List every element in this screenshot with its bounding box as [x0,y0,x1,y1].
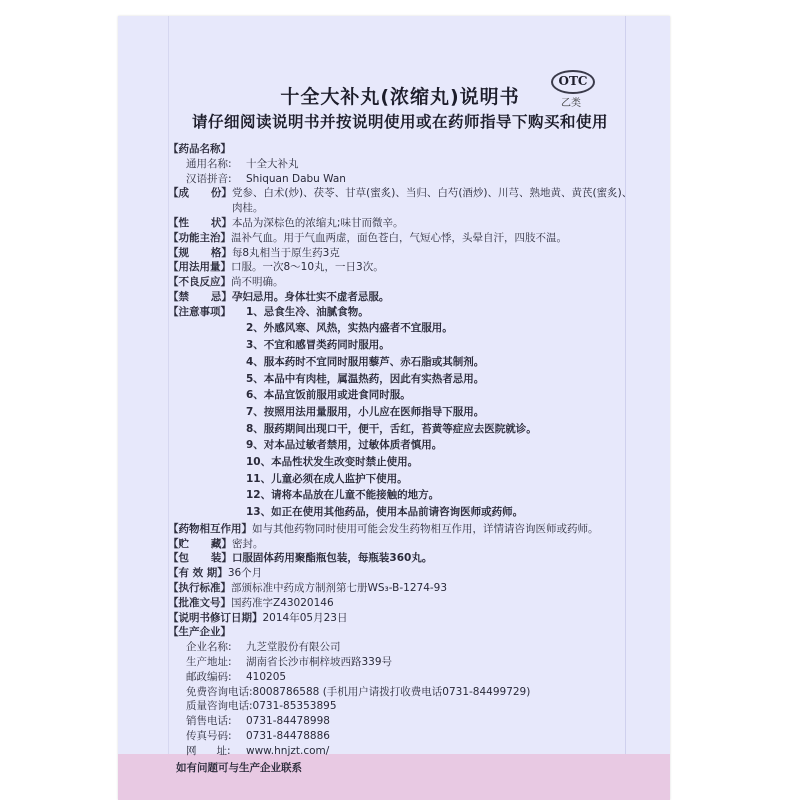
precautions-list [246,305,638,520]
standard-value: 部颁标准中药成方制剂第七册WS₃-B-1274-93 [231,582,448,594]
dosage-label: 【用法用量】 [168,261,231,274]
contact-note: 如有问题可与生产企业联系 [176,761,302,774]
interactions-value: 如与其他药物同时使用可能会发生药物相互作用，详情请咨询医师或药师。 [252,522,599,535]
manufacturer-label: 【生产企业】 [168,626,231,639]
description-row [168,216,638,231]
list-item: 1、忌食生冷、油腻食物。 [246,305,369,318]
pinyin-label: 汉语拼音: [186,172,232,185]
field-value: 0731-84478998 [246,715,330,728]
adverse-row [168,275,638,290]
validity-row [168,566,638,581]
ingredients-label: 【成 份】 [168,187,232,200]
field-label: 生产地址: [186,655,232,668]
field-label: 邮政编码: [186,670,232,683]
field-value: 九芝堂股份有限公司 [246,641,341,654]
adverse-label: 【不良反应】 [168,276,231,289]
contraindications-row [168,290,638,305]
pinyin-row [168,172,638,187]
fax-row [168,729,638,744]
leaflet-subtitle: 请仔细阅读说明书并按说明使用或在药师指导下购买和使用 [191,113,608,131]
postcode-row [168,670,638,685]
list-item: 8、服药期间出现口干，便干，舌红，苔黄等症应去医院就诊。 [246,422,537,435]
quality-hotline-row [168,699,638,714]
package-label: 【包 装】 [168,552,232,565]
interactions-label: 【药物相互作用】 [168,522,252,535]
website-row [168,744,638,759]
drug-name-heading [168,142,638,157]
dosage-value: 口服。一次8～10丸，一日3次。 [231,261,384,274]
field-value: 410205 [246,670,287,683]
common-name-label: 通用名称: [186,157,232,170]
leaflet-content [168,142,638,775]
field-label: 免费咨询电话: [186,685,253,698]
revision-row [168,611,638,626]
pinyin-value: Shiquan Dabu Wan [246,172,346,185]
precautions-label: 【注意事项】 [168,305,231,318]
list-item: 9、对本品过敏者禁用，过敏体质者慎用。 [246,439,443,452]
list-item: 4、服本药时不宜同时服用藜芦、赤石脂或其制剂。 [246,355,485,368]
approval-row [168,596,638,611]
list-item: 13、如正在使用其他药品，使用本品前请咨询医师或药师。 [246,506,524,519]
list-item: 7、按照用法用量服用，小儿应在医师指导下服用。 [246,405,485,418]
free-hotline-row [168,685,638,700]
otc-badge: OTC [551,70,595,94]
storage-row [168,537,638,552]
description-label: 【性 状】 [168,216,232,229]
address-row [168,655,638,670]
company-name-row [168,640,638,655]
otc-class-label: 乙类 [561,98,581,109]
field-value: 湖南省长沙市桐梓坡西路339号 [246,655,393,668]
common-name-value: 十全大补丸 [246,157,299,170]
revision-label: 【说明书修订日期】 [168,611,263,624]
standard-row [168,581,638,596]
indications-value: 温补气血。用于气血两虚，面色苍白，气短心悸，头晕自汗，四肢不温。 [231,231,567,244]
approval-value: 国药准字Z43020146 [231,596,334,609]
field-label: 网 址: [186,744,231,757]
sales-phone-row [168,714,638,729]
storage-label: 【贮 藏】 [168,537,232,550]
field-label: 销售电话: [186,715,232,728]
list-item: 2、外感风寒、风热，实热内盛者不宜服用。 [246,322,453,335]
interactions-row [168,522,638,537]
contraindications-value: 孕妇忌用。身体壮实不虚者忌服。 [231,290,390,303]
ingredients-row [168,186,638,216]
field-value: 0731-85353895 [252,700,337,713]
field-label: 质量咨询电话: [186,700,253,713]
description-value: 本品为深棕色的浓缩丸;味甘而微辛。 [231,216,404,229]
field-label: 传真号码: [186,729,232,742]
dosage-row [168,260,638,275]
package-value: 口服固体药用聚酯瓶包装，每瓶装360丸。 [231,552,433,565]
field-value: 8008786588 (手机用户请拨打收费电话0731-84499729) [252,685,531,698]
list-item: 11、儿童必须在成人监护下使用。 [246,472,408,485]
list-item: 6、本品宜饭前服用或进食同时服。 [246,389,411,402]
indications-label: 【功能主治】 [168,231,231,244]
validity-label: 【有 效 期】 [168,567,228,580]
list-item: 3、不宜和感冒类药同时服用。 [246,339,390,352]
field-value: 0731-84478886 [246,729,330,742]
ingredients-value: 党参、白术(炒)、茯苓、甘草(蜜炙)、当归、白芍(酒炒)、川芎、熟地黄、黄芪(蜜炙)、肉桂。 [231,187,633,215]
standard-label: 【执行标准】 [168,582,231,594]
spec-label: 【规 格】 [168,246,232,259]
website-link[interactable]: www.hnjzt.com/ [246,744,330,757]
list-item: 12、请将本品放在儿童不能接触的地方。 [246,489,440,502]
revision-value: 2014年05月23日 [262,611,348,624]
spec-value: 每8丸相当于原生药3克 [231,246,340,259]
indications-row [168,231,638,246]
adverse-value: 尚不明确。 [231,276,284,289]
approval-label: 【批准文号】 [168,596,231,609]
storage-value: 密封。 [231,537,264,550]
list-item: 10、本品性状发生改变时禁止使用。 [246,455,419,468]
field-label: 企业名称: [186,641,232,654]
validity-value: 36个月 [227,567,263,580]
spec-row [168,246,638,261]
common-name-row [168,157,638,172]
contraindications-label: 【禁 忌】 [168,290,232,303]
section-label: 【药品名称】 [168,143,231,155]
leaflet-title: 十全大补丸(浓缩丸)说明书 [280,86,520,108]
package-row [168,551,638,566]
manufacturer-heading [168,625,638,640]
list-item: 5、本品中有肉桂，属温热药，因此有实热者忌用。 [246,372,485,385]
